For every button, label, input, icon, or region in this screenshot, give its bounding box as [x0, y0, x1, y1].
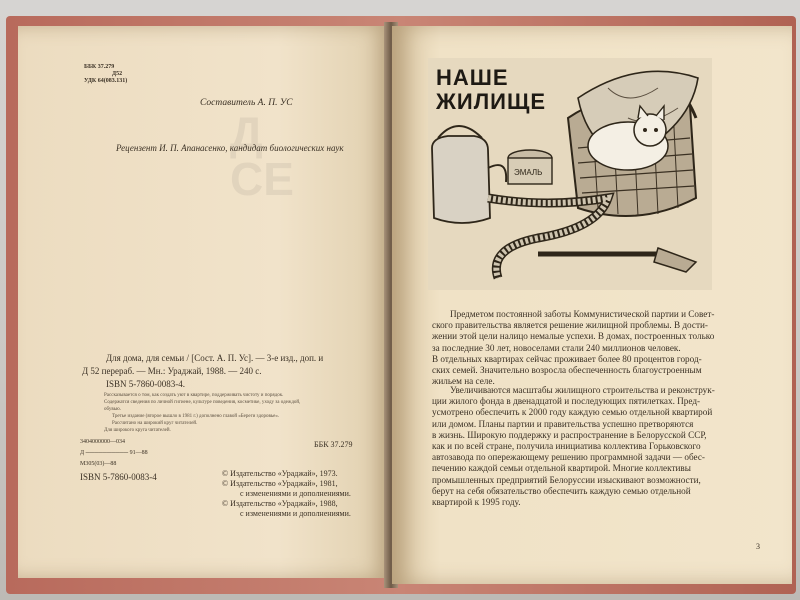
copyright-line: с изменениями и дополнениями. — [240, 509, 351, 518]
bleed-through-text: Д СЕ — [230, 107, 294, 205]
text-line: жении этой цели налицо немалые успехи. В домах, построенных только — [432, 331, 715, 342]
text-line: квартирой к 1995 году. — [432, 497, 521, 508]
abstract-line: обувью. — [104, 407, 121, 412]
code-block-3: М305(03)—88 — [80, 461, 117, 467]
text-line: В отдельных квартирах сейчас проживает более 80 процентов город- — [432, 353, 702, 364]
text-line: за последние 30 лет, новоселами стали 240 миллионов человек. — [432, 342, 681, 353]
text-line: ции жилого фонда в двенадцатой и последующих пятилетках. Пред- — [432, 396, 701, 407]
bbk-top: ББК 37.279 — [84, 64, 115, 70]
text-line: печению каждой семьи отдельной квартирой. Многие коллективы — [432, 463, 691, 474]
code-block-1: 3404000000—034 — [80, 439, 125, 445]
text-line: Предметом постоянной заботы Коммунистической партии и Совет- — [450, 309, 715, 319]
text-line: берут на себя обязательство обеспечить каждую семью отдельной — [432, 485, 691, 496]
abstract-line: Рассчитано на широкий круг читателей. — [112, 421, 198, 426]
code-block-2: Д ────────── 91—88 — [80, 450, 148, 456]
bbk-bottom: ББК 37.279 — [314, 440, 353, 449]
isbn-bottom: ISBN 5-7860-0083-4 — [80, 472, 157, 482]
paragraph-2 — [432, 385, 762, 508]
text-line: жильем на селе. — [432, 376, 495, 387]
text-line: промышленных предприятий Белоруссии изыскивают возможности, — [432, 474, 701, 485]
copyright-line: © Издательство «Ураджай», 1981, — [222, 479, 338, 488]
text-line: усмотрено обеспечить к 2000 году каждую семью отдельной квартирой — [432, 407, 713, 418]
paint-jar-icon — [508, 150, 552, 184]
page-number: 3 — [756, 542, 760, 551]
text-line: Увеличиваются масштабы жилищного строительства и реконструк- — [450, 385, 715, 395]
chapter-title-line: НАШЕ — [436, 65, 509, 90]
abstract-line: Рассказывается о том, как создать уют в квартире, поддерживать чистоту и порядок. — [104, 393, 284, 398]
chapter-title — [436, 66, 546, 114]
chapter-title-line: ЖИЛИЩЕ — [436, 89, 547, 114]
udk: УДК 64(083.131) — [84, 78, 128, 84]
copyright-line: © Издательство «Ураджай», 1988, — [222, 499, 338, 508]
reviewer: Рецензент И. П. Апанасенко, кандидат биологических наук — [116, 143, 344, 153]
abstract-line: Третье издание (второе вышло в 1981 г.) дополнено главой «Береги здоровье». — [112, 414, 280, 419]
biblio-line-1: Для дома, для семьи / [Сост. А. П. Ус]. — 3-е изд., доп. и — [106, 353, 324, 363]
text-line: в жизнь. Широкую поддержку и распространение в Белорусской ССР, — [432, 429, 707, 440]
copyright-line: © Издательство «Ураджай», 1973. — [222, 469, 338, 478]
text-line: как и по всей стране, получила инициатива коллектива Горьковского — [432, 441, 701, 452]
isbn-mid: ISBN 5-7860-0083-4. — [106, 379, 185, 389]
paragraph-1 — [432, 309, 756, 387]
text-line: ского правительства является решение жилищной проблемы. В дости- — [432, 320, 708, 331]
biblio-line-2: Д 52 перераб. — Мн.: Ураджай, 1988. — 240 с. — [82, 366, 262, 376]
text-line: автозавода по опережающему решению программной задачи — обес- — [432, 452, 705, 463]
compiler: Составитель А. П. УС — [200, 98, 293, 108]
abstract-line: Содержатся сведения по личной гигиене, культуре поведения, косметике, уходу за одеждой, — [104, 400, 301, 405]
jar-label: ЭМАЛЬ — [514, 168, 543, 177]
abstract-line: Для широкого круга читателей. — [104, 428, 171, 433]
copyright-line: с изменениями и дополнениями. — [240, 489, 351, 498]
code-top: Д52 — [112, 71, 123, 77]
text-line: ских семей. Значительно возросла обеспеченность благоустроенным — [432, 365, 702, 376]
text-line: или домом. Планы партии и правительства успешно претворяются — [432, 418, 694, 429]
